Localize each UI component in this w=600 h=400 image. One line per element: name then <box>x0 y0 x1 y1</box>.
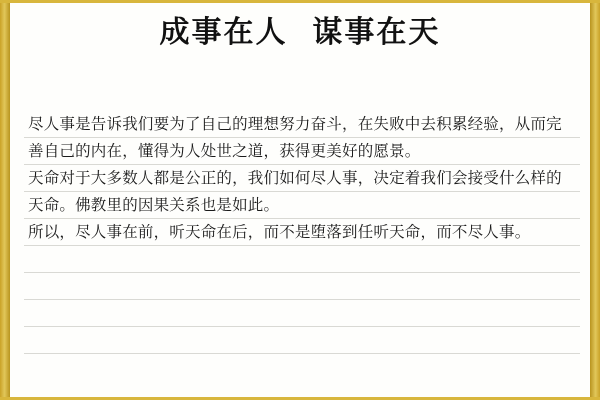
paragraph-1: 尽人事是告诉我们要为了自己的理想努力奋斗，在失败中去积累经验，从而完善自己的内在，懂得为人处世之道，获得更美好的愿景。 <box>28 115 562 160</box>
document-content <box>28 111 576 246</box>
document-body <box>10 3 590 397</box>
border-right <box>590 0 600 400</box>
document-title: 成事在人 谋事在天 <box>159 15 441 50</box>
paragraph-2: 天命对于大多数人都是公正的，我们如何尽人事，决定着我们会接受什么样的天命。佛教里的因果关系也是如此。 <box>28 169 562 214</box>
paragraph-3: 所以，尽人事在前，听天命在后，而不是堕落到任听天命，而不尽人事。 <box>28 223 531 241</box>
border-left <box>0 0 10 400</box>
